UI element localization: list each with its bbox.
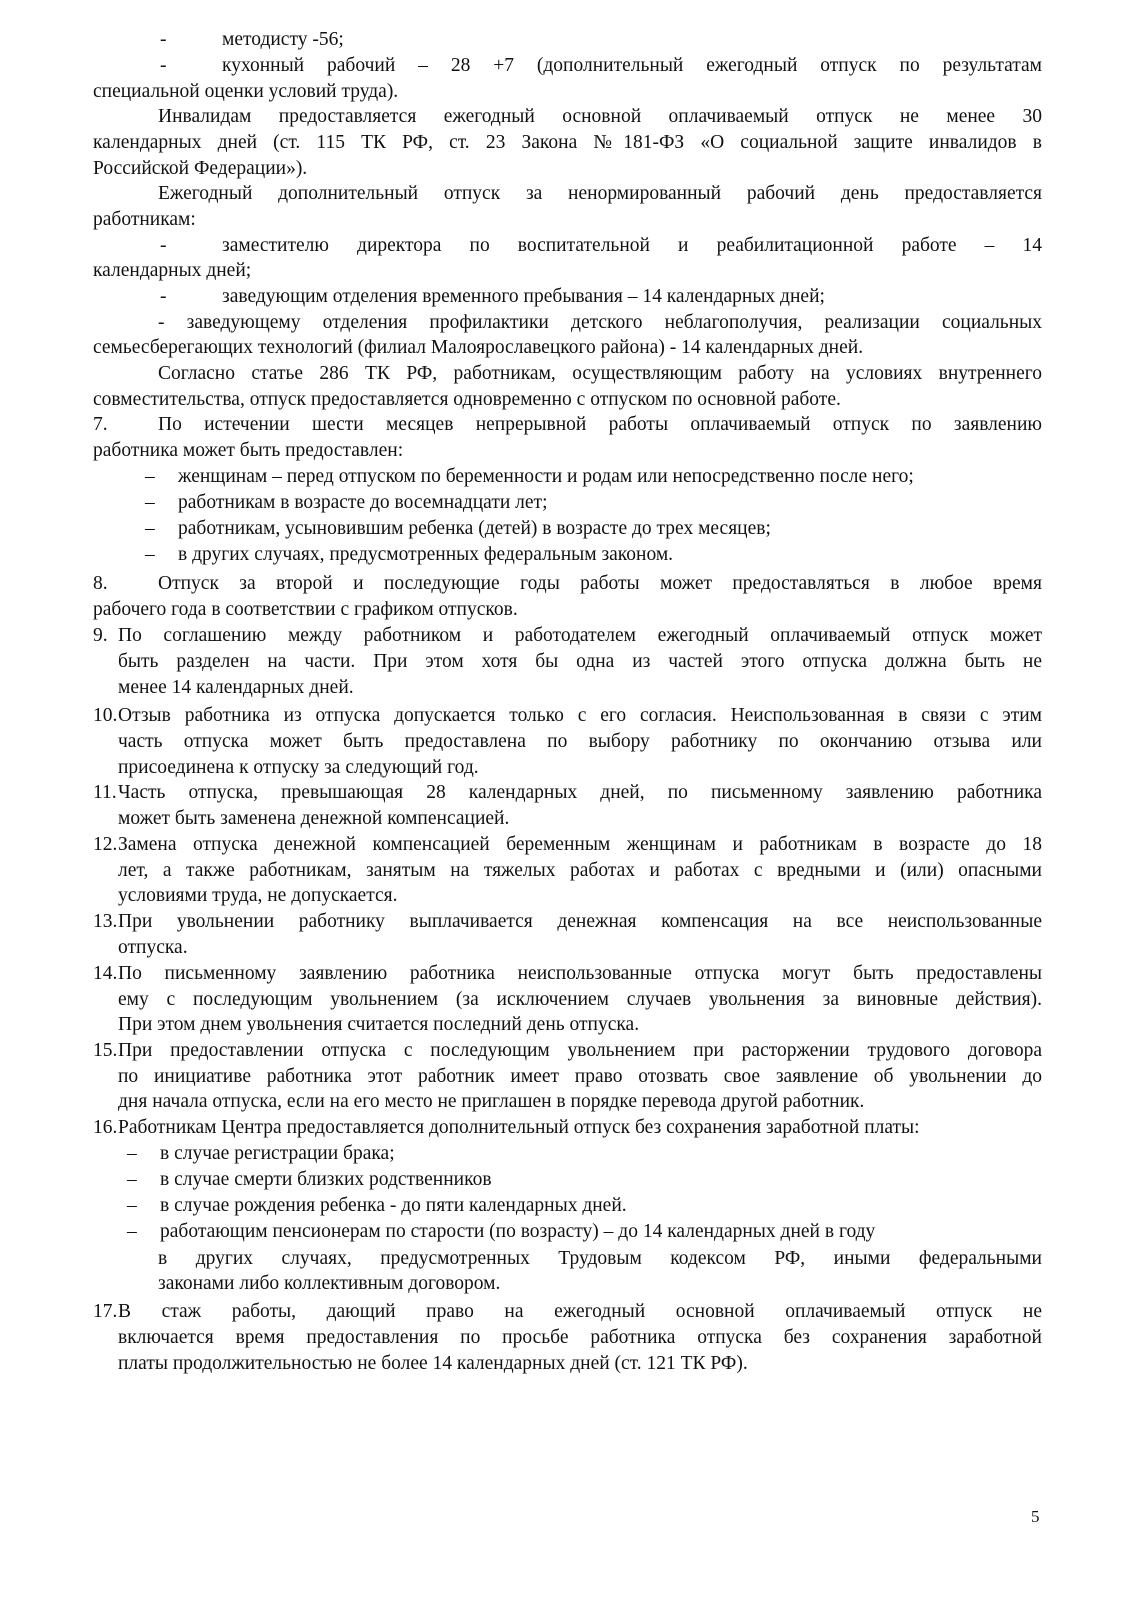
list-item: заместителю директора по воспитательной и реабилитационной работе – 14 — [222, 235, 1042, 256]
paragraph-line: присоединена к отпуску за следующий год. — [118, 757, 479, 778]
paragraph-line: быть разделен на части. При этом хотя бы одна из частей этого отпуска должна быть не — [118, 651, 1042, 672]
paragraph-line: По соглашению между работником и работодателем ежегодный оплачиваемый отпуск может — [118, 625, 1042, 646]
paragraph-line: Ежегодный дополнительный отпуск за ненормированный рабочий день предоставляется — [158, 183, 1042, 204]
paragraph-line: Замена отпуска денежной компенсацией беременным женщинам и работникам в возрасте до 18 — [118, 834, 1042, 855]
item-number: 11. — [93, 782, 117, 803]
list-item: в случае регистрации брака; — [160, 1143, 395, 1164]
paragraph-line: работникам: — [93, 209, 196, 230]
paragraph-line: менее 14 календарных дней. — [118, 677, 354, 698]
text-line: специальной оценки условий труда). — [93, 81, 399, 102]
item-number: 13. — [93, 911, 118, 932]
item-number: 10. — [93, 705, 118, 726]
paragraph-line: рабочего года в соответствии с графиком отпусков. — [93, 599, 518, 620]
list-marker: – — [127, 1221, 137, 1242]
paragraph-line: отпуска. — [118, 937, 188, 958]
paragraph-line: По письменному заявлению работника неиспользованные отпуска могут быть предоставлены — [118, 963, 1042, 984]
list-marker: – — [145, 518, 155, 539]
list-marker: - — [160, 55, 167, 76]
paragraph-line: В стаж работы, дающий право на ежегодный основной оплачиваемый отпуск не — [118, 1301, 1042, 1322]
item-number: 14. — [93, 963, 118, 984]
list-item: кухонный рабочий – 28 +7 (дополнительный ежегодный отпуск по результатам — [222, 55, 1042, 76]
item-number: 7. — [93, 414, 108, 435]
paragraph-line: Инвалидам предоставляется ежегодный основной оплачиваемый отпуск не менее 30 — [158, 106, 1042, 127]
paragraph-line: Отпуск за второй и последующие годы работы может предоставляться в любое время — [158, 573, 1042, 594]
paragraph-line: семьесберегающих технологий (филиал Малоярославецкого района) - 14 календарных дней. — [93, 337, 864, 358]
list-marker: - — [160, 29, 167, 50]
paragraph-line: часть отпуска может быть предоставлена по выбору работнику по окончанию отзыва или — [118, 731, 1042, 752]
paragraph-line: - заведующему отделения профилактики детского неблагополучия, реализации социальных — [158, 312, 1042, 333]
paragraph-line: лет, а также работникам, занятым на тяжелых работах и работах с вредными и (или) опасными — [118, 860, 1042, 881]
paragraph-line: По истечении шести месяцев непрерывной работы оплачиваемый отпуск по заявлению — [158, 414, 1042, 435]
list-marker: - — [160, 235, 167, 256]
list-marker: – — [145, 544, 155, 565]
list-item: в случае смерти близких родственников — [160, 1169, 492, 1190]
list-item: заведующим отделения временного пребывания – 14 календарных дней; — [222, 286, 825, 307]
paragraph-line: ему с последующим увольнением (за исключением случаев увольнения за виновные действия). — [118, 989, 1042, 1010]
item-number: 15. — [93, 1040, 118, 1061]
paragraph-line: Согласно статье 286 ТК РФ, работникам, осуществляющим работу на условиях внутреннего — [158, 363, 1042, 384]
paragraph-line: платы продолжительностью не более 14 календарных дней (ст. 121 ТК РФ). — [118, 1353, 748, 1374]
paragraph-line: Российской Федерации»). — [93, 158, 308, 179]
list-item: методисту -56; — [222, 29, 344, 50]
paragraph-line: календарных дней (ст. 115 ТК РФ, ст. 23 Закона №181-ФЗ «О социальной защите инвалидов в — [93, 132, 1042, 153]
item-number: 12. — [93, 834, 118, 855]
list-marker: – — [127, 1143, 137, 1164]
list-item: работникам в возрасте до восемнадцати лет; — [178, 492, 548, 513]
item-number: 9. — [93, 625, 108, 646]
paragraph-line: может быть заменена денежной компенсацией. — [118, 808, 510, 829]
list-marker: - — [160, 286, 167, 307]
paragraph-line: дня начала отпуска, если на его место не приглашен в порядке перевода другой работник. — [118, 1091, 865, 1112]
paragraph-line: При увольнении работнику выплачивается денежная компенсация на все неиспользованные — [118, 911, 1042, 932]
text-line: календарных дней; — [93, 260, 252, 281]
paragraph-line: работника может быть предоставлен: — [93, 440, 404, 461]
list-marker: – — [145, 466, 155, 487]
paragraph-line: При этом днем увольнения считается последний день отпуска. — [118, 1014, 640, 1035]
list-item: работающим пенсионерам по старости (по возрасту) – до 14 календарных дней в году — [160, 1221, 876, 1242]
paragraph-line: по инициативе работника этот работник имеет право отозвать свое заявление об увольнении до — [118, 1066, 1042, 1087]
paragraph-line: включается время предоставления по просьбе работника отпуска без сохранения заработной — [118, 1327, 1042, 1348]
item-number: 8. — [93, 573, 108, 594]
list-item: в случае рождения ребенка - до пяти календарных дней. — [160, 1195, 627, 1216]
paragraph-line: совместительства, отпуск предоставляется одновременно с отпуском по основной работе. — [93, 389, 841, 410]
list-item: женщинам – перед отпуском по беременности и родам или непосредственно после него; — [178, 466, 914, 487]
paragraph-line: законами либо коллективным договором. — [158, 1273, 501, 1294]
paragraph-line: Часть отпуска, превышающая 28 календарных дней, по письменному заявлению работника — [118, 782, 1042, 803]
paragraph-line: Работникам Центра предоставляется дополнительный отпуск без сохранения заработной платы: — [118, 1117, 920, 1138]
list-marker: – — [127, 1195, 137, 1216]
paragraph-line: Отзыв работника из отпуска допускается только с его согласия. Неиспользованная в связи с этим — [118, 705, 1042, 726]
list-marker: – — [145, 492, 155, 513]
list-item: работникам, усыновившим ребенка (детей) в возрасте до трех месяцев; — [178, 518, 771, 539]
paragraph-line: При предоставлении отпуска с последующим увольнением при расторжении трудового договора — [118, 1040, 1042, 1061]
item-number: 17. — [93, 1301, 118, 1322]
list-marker: – — [127, 1169, 137, 1190]
list-item: в других случаях, предусмотренных федеральным законом. — [178, 544, 674, 565]
item-number: 16. — [93, 1117, 118, 1138]
paragraph-line: условиями труда, не допускается. — [118, 885, 398, 906]
paragraph-line: в других случаях, предусмотренных Трудовым кодексом РФ, иными федеральными — [158, 1248, 1042, 1269]
page-number: 5 — [1031, 1507, 1040, 1526]
